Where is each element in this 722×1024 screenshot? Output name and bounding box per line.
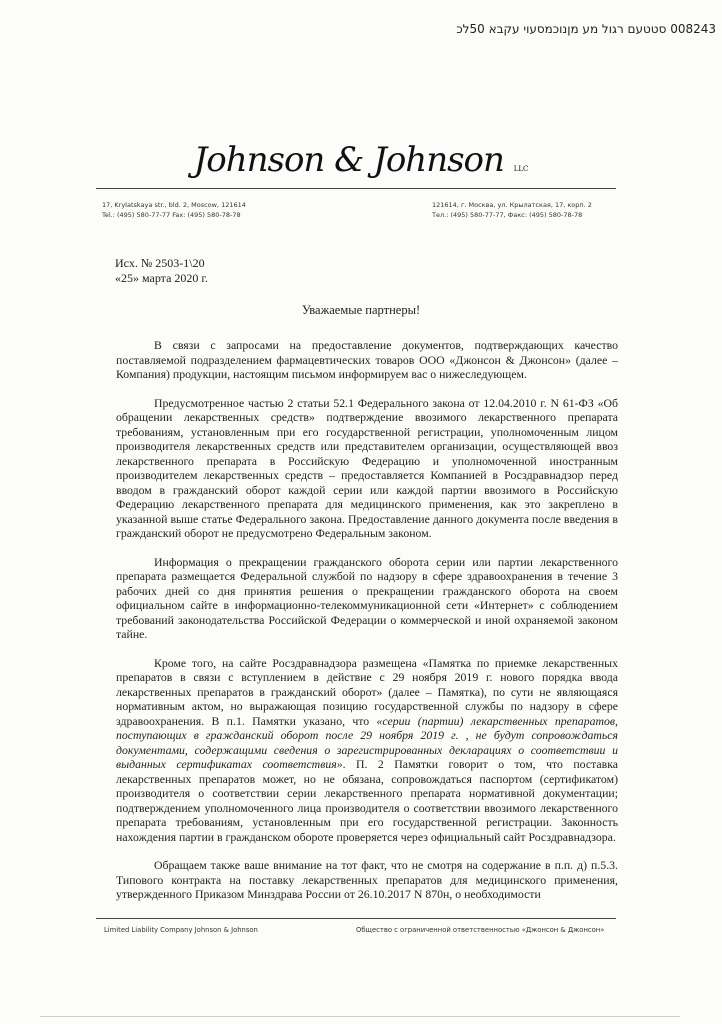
address-en — [102, 200, 246, 220]
paragraph-1: В связи с запросами на предоставление документов, подтверждающих качество поставляемой подразделением фармацевтических товаров ООО «Джонсон & Джонсон» (далее – Компания) продукции, настоящим письмом информируем вас о нижеследующем. — [116, 338, 618, 381]
paragraph-2: Предусмотренное частью 2 статьи 52.1 Федерального закона от 12.04.2010 г. N 61-ФЗ «Об обращении лекарственных средств» подтверждение ввозимого лекарственного препарата требованиям, установленным при его государственной регистрации, уполномоченным лицом производителя лекарственных средств или представителем организации, осуществляющей ввоз лекарственного препарата в Российскую Федерацию и уполномоченной иностранным производителем лекарственных средств – предоставляется Компанией в Росздравнадзор перед вводом в гражданский оборот каждой серии или каждой партии ввозимого в Российскую Федерацию лекарственного препарата для медицинского применения, как это закреплено в указанной выше статье Федерального закона. Предоставление данного документа после введения в гражданский оборот не предусмотрено Федеральным законом. — [116, 395, 618, 540]
fax-header — [196, 22, 716, 36]
paragraph-5: Обращаем также ваше внимание на тот факт, что не смотря на содержание в п.п. д) п.5.3. Типового контракта на поставку лекарственных препаратов для медицинского применения, утвержденного Приказом Минздрава России от 26.10.2017 N 870н, о необходимости — [116, 858, 618, 901]
letterhead-divider — [96, 188, 616, 189]
company-logo — [0, 140, 722, 180]
fax-header-hebrew: סטטעם רגול מע מןנוכמסעוי עקבא 50לכ — [456, 22, 667, 36]
scan-edge-line — [40, 1016, 680, 1017]
logo-text: Johnson & Johnson — [193, 140, 504, 180]
paragraph-4 — [116, 656, 618, 845]
footer-left: Limited Liability Company Johnson & Johnson — [104, 926, 258, 934]
paragraph-4-end: . П. 2 Памятки говорит о том, что поставка лекарственных препаратов может, но не обязана, сопровождаться паспортом (сертификатом) производителя о соответствии серии лекарственного препарата нормативной документации; подтверждением уполномоченного лица производителя о соответствии ввозимого лекарственного препарата требованиям, установленным при его государственной регистрации. Законность нахождения партии в гражданском обороте проверяется через официальный сайт Росздравнадзора. — [116, 757, 618, 844]
reference-number: Исх. № 2503-1\20 — [115, 256, 205, 270]
address-ru — [432, 200, 592, 220]
paragraph-4-start: Кроме того, на сайте Росздравнадзора размещена «Памятка по приемке лекарственных препаратов в связи с вступлением в действие с 29 ноября 2019 г. нового порядка ввода лекарственных препаратов в гражданский оборот» (далее – Памятка), по сути не являющаяся нормативным актом, но выражающая позицию государственной службы по надзору в сфере здравоохранения. В п.1. Памятки указано, что — [116, 655, 618, 728]
letter-body — [116, 338, 618, 916]
letter-reference — [115, 256, 208, 286]
footer-divider — [96, 918, 616, 919]
greeting: Уважаемые партнеры! — [301, 303, 421, 317]
paragraph-3: Информация о прекращении гражданского оборота серии или партии лекарственного препарата размещается Федеральной службой по надзору в сфере здравоохранения в течение 3 рабочих дней со дня принятия решения о прекращении гражданского оборота на своем официальном сайте в информационно-телекоммуникационной сети «Интернет» с соблюдением требований законодательства Российской Федерации о коммерческой и иной охраняемой законом тайне. — [116, 554, 618, 641]
address-en-line1: 17, Krylatskaya str., bld. 2, Moscow, 121614 — [102, 201, 246, 209]
reference-date: «25» марта 2020 г. — [115, 271, 208, 285]
fax-id: 008243 — [670, 22, 716, 36]
paragraph-4-quote: «серии (партии) лекарственных препаратов, поступающих в гражданский оборот после 29 ноября 2019 г. , не будут сопровождаться документами, содержащими сведения о зарегистрированных декларациях о соответствии и выданных сертификатах соответствия» — [116, 713, 618, 771]
address-ru-line1: 121614, г. Москва, ул. Крылатская, 17, корп. 2 — [432, 201, 592, 209]
address-en-line2: Tel.: (495) 580-77-77 Fax: (495) 580-78-78 — [102, 211, 241, 219]
footer-right: Общество с ограниченной ответственностью «Джонсон & Джонсон» — [356, 926, 605, 934]
logo-suffix: LLC — [513, 165, 529, 173]
address-ru-line2: Тел.: (495) 580-77-77, Факс: (495) 580-78-78 — [432, 211, 583, 219]
